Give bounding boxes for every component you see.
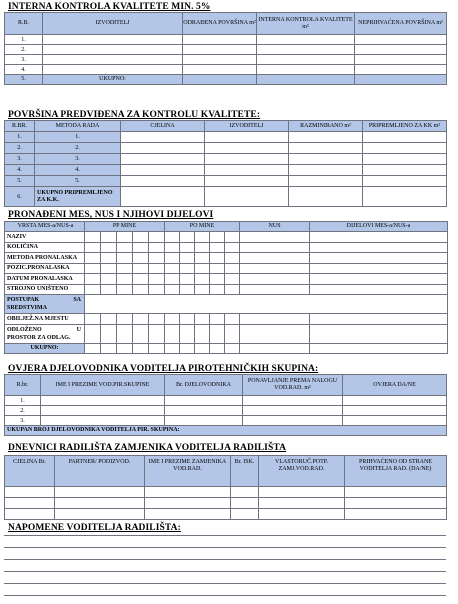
table-cell[interactable] — [43, 45, 183, 55]
table-cell[interactable] — [345, 498, 447, 509]
col-pripremljeno: PRIPREMLJENO ZA KK m² — [363, 121, 447, 132]
table-cell[interactable] — [121, 143, 205, 154]
area-quality-table — [4, 120, 447, 207]
total-row-number: 5. — [5, 75, 43, 85]
method-label: 4. — [35, 165, 121, 176]
table-cell[interactable] — [310, 324, 448, 343]
section2-title: POVRŠINA PREDVIĐENA ZA KONTROLU KVALITETE: — [8, 110, 261, 120]
col-zamjenik: IME I PREZIME ZAMJENIKA VOD.RAD. — [145, 456, 231, 487]
table-cell[interactable] — [121, 187, 205, 207]
row-number: 2. — [5, 406, 41, 416]
section1-title: INTERNA KONTROLA KVALITETE MIN. 5% — [8, 2, 211, 12]
site-diaries-table — [4, 455, 447, 520]
table-cell[interactable] — [310, 232, 448, 243]
table-cell[interactable] — [41, 416, 165, 426]
col-izvoditelj: IZVODITELJ — [205, 121, 289, 132]
found-items-table — [4, 221, 448, 354]
table-cell[interactable] — [55, 487, 145, 498]
table-cell[interactable] — [257, 35, 355, 45]
table-cell[interactable] — [289, 154, 363, 165]
table-cell[interactable] — [289, 187, 363, 207]
table-cell[interactable] — [41, 396, 165, 406]
method-label: 1. — [35, 132, 121, 143]
col-partner: PARTNER/ PODIZVOD. — [55, 456, 145, 487]
row-number: 3. — [5, 416, 41, 426]
odlozeno-label: ODLOŽENO U PROSTOR ZA ODLAG. — [5, 324, 85, 343]
table-cell[interactable] — [310, 343, 448, 353]
table-cell[interactable] — [205, 154, 289, 165]
table-cell[interactable] — [121, 154, 205, 165]
table-cell[interactable] — [145, 509, 231, 520]
table-cell[interactable] — [355, 45, 447, 55]
table-cell[interactable] — [205, 165, 289, 176]
section3-title: PRONAĐENI MES, NUS I NJIHOVI DIJELOVI — [8, 210, 214, 220]
internal-control-table — [4, 12, 447, 85]
table-cell[interactable] — [310, 314, 448, 325]
table-cell[interactable] — [165, 406, 243, 416]
method-label: 3. — [35, 154, 121, 165]
total-cell[interactable] — [183, 75, 257, 85]
col-potpis: VLASTORUČ.POTP. ZAMJ.VOD.RAD. — [259, 456, 345, 487]
table-cell[interactable] — [363, 165, 447, 176]
row-label: KOLIČINA — [5, 242, 85, 253]
table-cell[interactable] — [363, 143, 447, 154]
table-cell[interactable] — [240, 232, 310, 243]
table-cell[interactable] — [165, 396, 243, 406]
row-number: 3. — [5, 154, 35, 165]
col-dijelovi: DIJELOVI MES-a/NUS-a — [310, 222, 448, 232]
table-cell[interactable] — [231, 509, 259, 520]
col-rb: R.B. — [5, 13, 43, 35]
note-line — [4, 547, 446, 548]
method-label: 5. — [35, 176, 121, 187]
table-cell[interactable] — [289, 176, 363, 187]
table-cell[interactable] — [257, 45, 355, 55]
col-vrsta: VRSTA MES-a/NUS-a — [5, 222, 85, 232]
row-label: METODA PRONALASKA — [5, 253, 85, 264]
table-cell[interactable] — [355, 65, 447, 75]
table-cell[interactable] — [145, 487, 231, 498]
total-djelovodnika-label: UKUPAN BROJ DJELOVODNIKA VODITELJA PIR. SKUPINA: — [5, 426, 447, 436]
table-cell[interactable] — [205, 143, 289, 154]
note-line — [4, 595, 446, 596]
col-neprihvacena: NEPRIHVAĆENA POVRŠINA m² — [355, 13, 447, 35]
table-cell[interactable] — [5, 498, 55, 509]
note-line — [4, 535, 446, 536]
table-cell[interactable] — [310, 242, 448, 253]
table-cell[interactable] — [240, 324, 310, 343]
section5-title: DNEVNICI RADILIŠTA ZAMJENIKA VODITELJA RADILIŠTA — [8, 443, 287, 453]
verification-table — [4, 374, 447, 436]
table-cell[interactable] — [145, 498, 231, 509]
table-cell[interactable] — [240, 253, 310, 264]
row-number: 2. — [5, 143, 35, 154]
table-cell[interactable] — [345, 509, 447, 520]
col-ovjera: OVJERA DA/NE — [343, 375, 447, 396]
col-izvoditelj: IZVODITELJ — [43, 13, 183, 35]
row-label: NAZIV — [5, 232, 85, 243]
table-cell[interactable] — [5, 509, 55, 520]
row-number: 5. — [5, 176, 35, 187]
postupak-label: POSTUPAK SA SREDSTVIMA — [5, 295, 85, 314]
row-number: 4. — [5, 165, 35, 176]
note-line — [4, 583, 446, 584]
table-cell[interactable] — [289, 165, 363, 176]
col-rbr: R.BR. — [5, 121, 35, 132]
table-cell[interactable] — [43, 65, 183, 75]
col-interna: INTERNA KONTROLA KVALITETE m² — [257, 13, 355, 35]
table-cell[interactable] — [85, 295, 448, 314]
table-cell[interactable] — [240, 284, 310, 295]
col-prihvaceno: PRIHVAĆENO OD STRANE VODITELJA RAD. (DA/NE) — [345, 456, 447, 487]
table-cell[interactable] — [289, 143, 363, 154]
table-cell[interactable] — [231, 498, 259, 509]
col-pp-mine: PP MINE — [85, 222, 165, 232]
table-cell[interactable] — [41, 406, 165, 416]
table-cell[interactable] — [121, 176, 205, 187]
table-cell[interactable] — [243, 396, 343, 406]
table-cell[interactable] — [259, 487, 345, 498]
table-cell[interactable] — [259, 509, 345, 520]
total-label: UKUPNO PRIPREMLJENO ZA K.K. — [35, 187, 121, 207]
table-cell[interactable] — [205, 132, 289, 143]
row-label: OBILJEŽ.NA MJESTU — [5, 314, 85, 325]
note-line — [4, 571, 446, 572]
table-cell[interactable] — [355, 55, 447, 65]
table-cell[interactable] — [363, 154, 447, 165]
total-row-number: 6. — [5, 187, 35, 207]
col-nus: NUS — [240, 222, 310, 232]
table-cell[interactable] — [363, 176, 447, 187]
section6-title: NAPOMENE VODITELJA RADILIŠTA: — [8, 523, 181, 533]
table-cell[interactable] — [343, 406, 447, 416]
note-line — [4, 559, 446, 560]
table-cell[interactable] — [355, 35, 447, 45]
table-cell[interactable] — [240, 314, 310, 325]
row-number: 3. — [5, 55, 43, 65]
row-number: 4. — [5, 65, 43, 75]
table-cell[interactable] — [205, 176, 289, 187]
row-number: 1. — [5, 132, 35, 143]
table-cell[interactable] — [183, 35, 257, 45]
table-cell[interactable] — [289, 132, 363, 143]
col-po-mine: PO MINE — [165, 222, 240, 232]
col-rbr: R.br. — [5, 375, 41, 396]
total-label: UKUPNO: — [43, 75, 183, 85]
table-cell[interactable] — [5, 487, 55, 498]
col-razminirano: RAZMINIRANO m² — [289, 121, 363, 132]
row-label: DATUM PRONALASKA — [5, 274, 85, 285]
table-cell[interactable] — [243, 406, 343, 416]
table-cell[interactable] — [345, 487, 447, 498]
table-cell[interactable] — [183, 55, 257, 65]
table-cell[interactable] — [363, 132, 447, 143]
row-number: 1. — [5, 35, 43, 45]
table-cell[interactable] — [231, 487, 259, 498]
table-cell[interactable] — [205, 187, 289, 207]
table-cell[interactable] — [240, 343, 310, 353]
table-cell[interactable] — [257, 55, 355, 65]
col-ponavljanje: PONAVLJANJE PREMA NALOGU VOD.RAD. m² — [243, 375, 343, 396]
table-cell[interactable] — [121, 165, 205, 176]
col-br-djelovodnika: Br. DJELOVODNIKA — [165, 375, 243, 396]
table-cell[interactable] — [343, 396, 447, 406]
col-metoda: METODA RADA — [35, 121, 121, 132]
col-cjelina: CJELINA — [121, 121, 205, 132]
row-number: 2. — [5, 45, 43, 55]
table-cell[interactable] — [183, 65, 257, 75]
table-cell[interactable] — [310, 263, 448, 274]
section4-title: OVJERA DJELOVODNIKA VODITELJA PIROTEHNIČKIH SKUPINA: — [8, 364, 319, 374]
table-cell[interactable] — [43, 55, 183, 65]
row-label: POZIC.PRONALASKA — [5, 263, 85, 274]
method-label: 2. — [35, 143, 121, 154]
table-cell[interactable] — [363, 187, 447, 207]
table-cell[interactable] — [257, 65, 355, 75]
table-cell[interactable] — [240, 274, 310, 285]
total-label: UKUPNO: — [5, 343, 85, 353]
total-cell[interactable] — [257, 75, 355, 85]
table-cell[interactable] — [55, 498, 145, 509]
row-number: 1. — [5, 396, 41, 406]
table-cell[interactable] — [55, 509, 145, 520]
table-cell[interactable] — [240, 242, 310, 253]
table-cell[interactable] — [310, 284, 448, 295]
table-cell[interactable] — [310, 253, 448, 264]
table-cell[interactable] — [343, 416, 447, 426]
table-cell[interactable] — [43, 35, 183, 45]
table-cell[interactable] — [183, 45, 257, 55]
col-ime-prezime: IME I PREZIME VOD.PIR.SKUPINE — [41, 375, 165, 396]
total-cell[interactable] — [355, 75, 447, 85]
col-cjelina: CJELINA Br. — [5, 456, 55, 487]
col-odradena: ODRAĐENA POVRŠINA m² — [183, 13, 257, 35]
table-cell[interactable] — [240, 263, 310, 274]
table-cell[interactable] — [259, 498, 345, 509]
col-br-isk: Br. ISK. — [231, 456, 259, 487]
table-cell[interactable] — [310, 274, 448, 285]
table-cell[interactable] — [165, 416, 243, 426]
table-cell[interactable] — [243, 416, 343, 426]
table-cell[interactable] — [121, 132, 205, 143]
row-label: STROJNO UNIŠTENO — [5, 284, 85, 295]
